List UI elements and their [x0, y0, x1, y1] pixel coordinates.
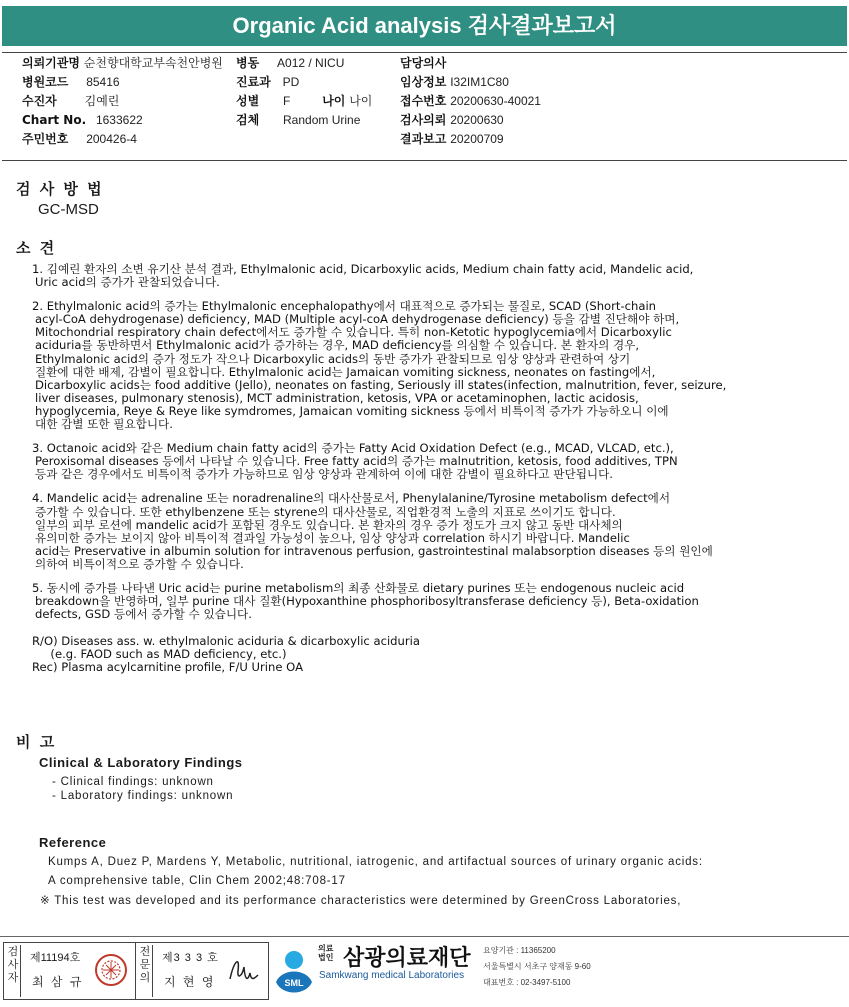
performance-note: ※ This test was developed and its performance characteristics were determined by GreenCross Laboratories,	[40, 895, 682, 907]
value-age: 나이	[349, 94, 373, 108]
value-department: PD	[282, 75, 300, 89]
findings-line: 3. Octanoic acid와 같은 Medium chain fatty acid의 증가는 Fatty Acid Oxidation Defect (e.g., MCAD, VLCAD, etc.),	[32, 442, 674, 456]
patient-info-col2	[236, 54, 372, 130]
ro-line: Rec) Plasma acylcarnitine profile, F/U Urine OA	[32, 661, 304, 675]
company-logo-text: SML	[284, 978, 304, 988]
company-tag: 의료법인	[318, 944, 334, 962]
findings-line: 4. Mandelic acid는 adrenaline 또는 noradrenaline의 대사산물로서, Phenylalanine/Tyrosine metabolism defect에서	[32, 492, 671, 506]
value-request-date: 20200630	[450, 113, 504, 127]
label-chart-no: Chart No.	[22, 113, 87, 127]
label-request-date: 검사의뢰	[400, 113, 447, 127]
reference-line-1: Kumps A, Duez P, Mardens Y, Metabolic, nutritional, iatrogenic, and artifactual sources of urinary organic acids:	[48, 856, 703, 868]
label-specimen: 검체	[236, 113, 260, 127]
findings-line: hypoglycemia, Reye & Reye like symdromes, Jamaican vomiting sickness 등에서 비특이적 증가가 가능하오니 이에	[35, 404, 669, 418]
findings-line: 1. 김예린 환자의 소변 유기산 분석 결과, Ethylmalonic acid, Dicarboxylic acids, Medium chain fatty acid, Mandelic acid,	[32, 263, 694, 276]
clinical-findings-title: Clinical & Laboratory Findings	[39, 755, 243, 770]
value-clinical-info: I32IM1C80	[450, 75, 509, 89]
label-ward: 병동	[236, 56, 260, 70]
patient-info-col1	[22, 54, 223, 149]
label-report-date: 결과보고	[400, 132, 447, 146]
clinical-findings-list	[52, 776, 233, 803]
clinical-findings-item: - Clinical findings: unknown	[52, 776, 214, 788]
label-receipt-no: 접수번호	[400, 94, 447, 108]
method-title: 검 사 방 법	[16, 180, 104, 198]
company-info-3: 대표번호 : 02-3497-5100	[483, 978, 571, 987]
specialist-name: 지 현 영	[164, 975, 216, 989]
value-chart-no: 1633622	[95, 113, 143, 127]
findings-line: defects, GSD 등에서 증가할 수 있습니다.	[35, 608, 252, 622]
value-hospital-code: 85416	[86, 75, 120, 89]
company-english-name: Samkwang medical Laboratories	[319, 970, 465, 981]
findings-title: 소 견	[16, 239, 57, 257]
label-doctor: 담당의사	[400, 56, 447, 70]
findings-body	[32, 263, 842, 675]
label-department: 진료과	[236, 75, 271, 89]
reference-line-2: A comprehensive table, Clin Chem 2002;48:708-17	[48, 875, 346, 887]
value-resident-no: 200426-4	[86, 132, 137, 146]
findings-line: liver diseases, pulmonary stenosis), MCT administration, ketosis, VPA or acetaminophen, lactic acidosis,	[35, 391, 639, 405]
value-institution: 순천향대학교부속천안병원	[83, 56, 223, 70]
reference-text	[48, 853, 703, 891]
remarks-title: 비 고	[16, 733, 57, 751]
patient-info-col3	[400, 54, 541, 149]
company-info-1: 요양기관 : 11365200	[483, 946, 556, 955]
findings-line: aciduria를 동반하면서 Ethylmalonic acid가 증가하는 경우, MAD deficiency를 의심할 수 있습니다. 본 환자의 경우,	[35, 339, 640, 353]
tester-label: 검사자	[6, 945, 21, 997]
report-title: Organic Acid analysis 검사결과보고서	[2, 6, 847, 46]
label-sex: 성별	[236, 94, 260, 108]
findings-line: 2. Ethylmalonic acid의 증가는 Ethylmalonic encephalopathy에서 대표적으로 증가되는 물질로, SCAD (Short-chain	[32, 300, 657, 314]
findings-paragraph-1	[32, 263, 842, 289]
ro-line: (e.g. FAOD such as MAD deficiency, etc.)	[32, 648, 287, 662]
findings-paragraph-3	[32, 442, 842, 481]
findings-paragraph-4	[32, 492, 842, 571]
header-divider	[2, 52, 847, 53]
findings-line: 의하여 비특이적으로 증가할 수 있습니다.	[35, 557, 244, 571]
laboratory-findings-item: - Laboratory findings: unknown	[52, 789, 234, 802]
specialist-box	[135, 942, 269, 1000]
label-patient: 수진자	[22, 94, 57, 108]
findings-line: Uric acid의 증가가 관찰되었습니다.	[35, 276, 220, 290]
info-divider	[2, 160, 847, 161]
company-logo-icon	[272, 942, 316, 998]
value-specimen: Random Urine	[283, 113, 361, 127]
findings-line: 5. 동시에 증가를 나타낸 Uric acid는 purine metabolism의 최종 산화물로 dietary purines 또는 endogenous nucleic acid	[32, 581, 685, 595]
specialist-label: 전문의	[138, 945, 153, 997]
label-clinical-info: 임상정보	[400, 75, 447, 89]
seal-stamp-icon	[94, 953, 128, 987]
value-ward: A012 / NICU	[277, 56, 345, 70]
value-patient: 김예린	[84, 94, 120, 108]
tester-name: 최 삼 규	[32, 975, 84, 989]
label-institution: 의뢰기관명	[22, 56, 80, 70]
rule-out-recommendation	[32, 635, 842, 674]
findings-line: 등과 같은 경우에서도 비특이적 증가가 가능하므로 임상 양상과 관계하여 이에 대한 감별이 필요하다고 판단됩니다.	[35, 468, 613, 482]
findings-line: acid는 Preservative in albumin solution for intravenous perfusion, gastrointestinal malabsorption diseases 등의 원인에	[35, 544, 713, 558]
ro-line: R/O) Diseases ass. w. ethylmalonic aciduria & dicarboxylic aciduria	[32, 635, 420, 649]
tester-license-no: 제11194호	[30, 952, 81, 964]
label-hospital-code: 병원코드	[22, 75, 69, 89]
findings-line: 대한 감별 또한 필요합니다.	[35, 418, 173, 432]
value-report-date: 20200709	[450, 132, 504, 146]
reference-title: Reference	[39, 835, 107, 850]
tester-box	[3, 942, 136, 1000]
method-value: GC-MSD	[38, 201, 99, 218]
findings-line: 질환에 대한 배제, 감별이 필요합니다. Ethylmalonic acid는 Jamaican vomiting sickness, neonates on fasting에서,	[35, 365, 656, 379]
findings-line: Ethylmalonic acid의 증가 정도가 작으나 Dicarboxylic acids의 동반 증가가 관찰되므로 임상 양상과 관련하여 상기	[35, 352, 631, 366]
findings-line: 유의미한 증가는 보이지 않아 비특이적 결과일 가능성이 높으나, 임상 양상과 correlation 하시기 바랍니다. Mandelic	[35, 531, 630, 545]
findings-paragraph-2	[32, 300, 842, 431]
label-age: 나이	[322, 94, 346, 108]
label-resident-no: 주민번호	[22, 132, 69, 146]
specialist-license-no: 제3 3 3 호	[162, 952, 219, 964]
findings-line: breakdown을 반영하며, 일부 purine 대사 질환(Hypoxanthine phosphoribosyltransferase deficiency 등), Beta-oxidation	[35, 595, 699, 609]
signature-icon	[224, 951, 264, 989]
findings-line: 일부의 피부 로션에 mandelic acid가 포함된 경우도 있습니다. 본 환자의 경우 증가 정도가 크지 않고 동반 대사체의	[35, 518, 623, 532]
findings-line: 증가할 수 있습니다. 또한 ethylbenzene 또는 styrene의 대사산물로, 직업환경적 노출의 지표로 쓰이기도 합니다.	[35, 505, 616, 519]
findings-paragraph-5	[32, 582, 842, 621]
findings-line: Mitochondrial respiratory chain defect에서도 증가할 수 있습니다. 특히 non-Ketotic hypoglycemia에서 Dicarboxylic	[35, 326, 672, 340]
findings-line: Peroxisomal diseases 등에서 나타날 수 있습니다. Free fatty acid의 증가는 malnutrition, ketosis, food additives, TPN	[35, 455, 678, 469]
value-sex: F	[283, 94, 291, 108]
company-name: 삼광의료재단	[343, 946, 471, 971]
findings-line: Dicarboxylic acids는 food additive (Jello), neonates on fasting, Seriously ill states(infection, malnutrition, fever, seizure,	[35, 378, 727, 392]
company-info-2: 서울특별시 서초구 양재동 9-60	[483, 962, 591, 971]
findings-line: acyl-CoA dehydrogenase) deficiency, MAD (Multiple acyl-coA dehydrogenase deficiency) 등을 감별 진단해야 하며,	[35, 313, 680, 327]
value-receipt-no: 20200630-40021	[450, 94, 541, 108]
